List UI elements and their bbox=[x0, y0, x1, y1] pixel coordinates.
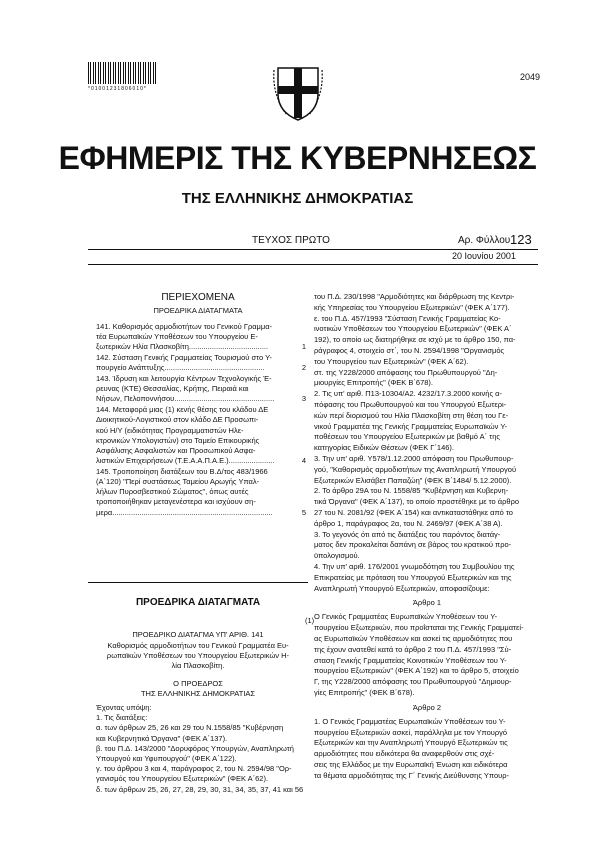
toc-subheading: ΠΡΟΕΔΡΙΚΑ ΔΙΑΤΑΓΜΑΤΑ bbox=[153, 306, 243, 315]
article-heading: Άρθρο 1 bbox=[412, 598, 442, 608]
decree-body-line: 1. Τις διατάξεις: bbox=[96, 713, 148, 723]
right-text-line: πουργείου Εξωτερικών, που προΐσταται της Γενικής Γραμματεί- bbox=[314, 623, 524, 633]
right-text-line: 27 του Ν. 2081/92 (ΦΕΚ Α΄154) και αντικαταστάθηκε από το bbox=[314, 508, 513, 517]
article-heading: Άρθρο 2 bbox=[412, 702, 442, 712]
right-text-line: άρθρο 1, παράγραφος 2α, του Ν. 2469/97 (ΦΕΚ Α΄38 Α). bbox=[314, 518, 503, 528]
toc-item-line: 144. Μεταφορά μιας (1) κενής θέσης του κλάδου ΔΕ bbox=[96, 405, 269, 415]
toc-item-line: 145. Τροποποίηση διατάξεων του Β.Δ/τος 483/1966 bbox=[96, 466, 268, 476]
right-text-line: Επικρατείας με πρόταση του Υπουργού Εξωτερικών και της bbox=[314, 572, 512, 582]
toc-item-line: τέα Ευρωπαϊκών Υποθέσεων του Υπουργείου Ε- bbox=[96, 332, 258, 342]
toc-heading: ΠΕΡΙΕΧΟΜΕΝΑ bbox=[161, 292, 235, 303]
president-line: Ο ΠΡΟΕΔΡΟΣ bbox=[173, 679, 223, 688]
right-text-line: 4. Την υπ' αριθ. 176/2001 γνωμοδότηση του Συμβουλίου της bbox=[314, 562, 515, 571]
right-text-line: στ. της Υ228/2000 απόφασης του Πρωθυπουργού "Δη- bbox=[314, 367, 498, 377]
sheet-label: Αρ. Φύλλου bbox=[458, 235, 511, 246]
right-text-line: Ο Γενικός Γραμματέας Ευρωπαϊκών Υποθέσεων του Υ- bbox=[314, 612, 498, 622]
header-divider bbox=[88, 249, 538, 250]
toc-item-page: 2 bbox=[301, 363, 306, 373]
right-text-line: γού, "Καθορισμός αρμοδιοτήτων της Αναπληρωτή Υπουργού bbox=[314, 464, 517, 474]
toc-item-page: 5 bbox=[301, 507, 306, 517]
right-text-line: 192), το οποίο ως διατηρήθηκε σε ισχύ με το άρθρο 150, πα- bbox=[314, 335, 516, 345]
right-text-line: ποθέσεων του Υπουργείου Εξωτερικών με βαθμό Α΄ της bbox=[314, 432, 500, 442]
decree-body-line: δ. των άρθρων 25, 26, 27, 28, 29, 30, 31, 34, 35, 37, 41 και 56 bbox=[96, 784, 304, 794]
toc-item-line: τροποποιήθηκαν μεταγενέστερα και ισχύουν ση- bbox=[96, 497, 256, 507]
toc-item-line: λήλων Πυροσβεστικού Σώματος", όπως αυτές bbox=[96, 487, 249, 497]
right-text-line: αρμοδιότητες που ειδικότερα θα αναφερθούν στις σχέ- bbox=[314, 749, 495, 759]
toc-item-page: 3 bbox=[301, 394, 306, 404]
right-text-line: Γ, της Υ228/2000 απόφασης του Πρωθυπουργού "Δημιουρ- bbox=[314, 677, 512, 687]
right-text-line: πουργείου Εξωτερικών ασκεί, παράλληλα με τον Υπουργό bbox=[314, 727, 508, 737]
issue-type: ΤΕΥΧΟΣ ΠΡΩΤΟ bbox=[252, 235, 330, 246]
right-text-line: σεις της Ελλάδος με την Ευρωπαϊκή Ένωση και ειδικότερα bbox=[314, 760, 508, 769]
toc-item-line: ξωτερικών Ηλία Πλασκοβίτη...................................... bbox=[96, 342, 269, 352]
right-text-line: νικού Γραμματέα της Γενικής Γραμματείας Ευρωπαϊκών Υ- bbox=[314, 421, 508, 431]
right-text-line: Εξωτερικών Ελισάβετ Παπαζώη" (ΦΕΚ Β΄1484/ 5.12.2000). bbox=[314, 475, 512, 485]
toc-item-line: 142. Σύσταση Γενικής Γραμματείας Τουρισμού στο Υ- bbox=[96, 353, 272, 363]
section-divider bbox=[88, 582, 308, 583]
right-text-line: τα θέματα αρμοδιότητας της Γ΄ Γενικής Διεύθυνσης Υπουρ- bbox=[314, 770, 510, 780]
toc-item-line: ρευνας (ΚΤΕ) Θεσσαλίας, Κρήτης, Πειραιά και bbox=[96, 384, 249, 394]
header-divider-bottom bbox=[88, 264, 538, 265]
toc-item-page: 4 bbox=[301, 456, 306, 466]
right-text-line: 1. Ο Γενικός Γραμματέας Ευρωπαϊκών Υποθέσεων του Υ- bbox=[314, 716, 506, 726]
right-text-line: τικά Όργανα" (ΦΕΚ Α΄137), το οποίο προστέθηκε με το άρθρο bbox=[314, 497, 520, 507]
barcode bbox=[88, 62, 156, 84]
right-text-line: μιουργίες Επιτροπής" (ΦΕΚ Β΄678). bbox=[314, 378, 433, 388]
decree-body-line: γανισμός του Υπουργείου Εξωτερικών" (ΦΕΚ Α΄62). bbox=[96, 774, 269, 784]
right-text-line: γίες Επιτροπής" (ΦΕΚ Β΄678). bbox=[314, 688, 415, 697]
decree-subject-line: Καθορισμός αρμοδιοτήτων του Γενικού Γραμματέα Ευ- bbox=[107, 641, 289, 650]
right-text-line: της έχουν ανατεθεί κατά το άρθρο 2 του Π.Δ. 457/1993 "Σύ- bbox=[314, 644, 512, 654]
toc-item-line: 143. Ίδρυση και λειτουργία Κέντρων Τεχνολογικής Έ- bbox=[96, 374, 272, 383]
toc-item-line: Ασφάλισης Ασφαλιστών και Προσωπικού Ασφα- bbox=[96, 445, 256, 455]
right-text-line: 3. Την υπ' αριθ. Υ578/1.12.2000 απόφαση του Πρωθυπουρ- bbox=[314, 454, 514, 463]
right-text-line: ας Ευρωπαϊκών Υποθέσεων και ασκεί τις αρμοδιότητες που bbox=[314, 634, 513, 643]
toc-item-line: Διοικητικού-Λογιστικού στον κλάδο ΔΕ Προσωπι- bbox=[96, 415, 259, 425]
right-text-line: κής Υπηρεσίας του Υπουργείου Εξωτερικών" (ΦΕΚ Α΄177). bbox=[314, 302, 510, 312]
decree-body-line: γ. του άρθρου 3 και 4, παράγραφος 2, του Ν. 2594/98 "Ορ- bbox=[96, 764, 292, 774]
section-heading: ΠΡΟΕΔΡΙΚΑ ΔΙΑΤΑΓΜΑΤΑ bbox=[135, 597, 261, 608]
toc-item-page: 1 bbox=[301, 342, 306, 352]
coat-of-arms-emblem bbox=[272, 64, 324, 122]
toc-item-line: κτρονικών Υπολογιστών) στο Ταμείο Επικουρικής bbox=[96, 435, 260, 445]
right-text-line: του Υπουργείου των Εξωτερικών" (ΦΕΚ Α΄62). bbox=[314, 356, 469, 366]
right-text-line: Αναπληρωτή Υπουργού Εξωτερικών, αποφασίζουμε: bbox=[314, 583, 490, 593]
right-text-line: πουργείου Εξωτερικών" (ΦΕΚ Α΄192) και το άρθρο 5, στοιχείο bbox=[314, 666, 519, 676]
president-line: ΤΗΣ ΕΛΛΗΝΙΚΗΣ ΔΗΜΟΚΡΑΤΙΑΣ bbox=[140, 689, 256, 698]
right-text-line: κατηγορίας Ειδικών Θέσεων (ΦΕΚ Γ΄146). bbox=[314, 443, 455, 453]
toc-item-line: (Α΄120) "Περί συστάσεως Ταμείου Αρωγής Υπαλ- bbox=[96, 477, 260, 486]
right-text-line: 2. Το άρθρο 29Α του Ν. 1558/85 "Κυβέρνηση και Κυβερνη- bbox=[314, 486, 509, 496]
toc-item-line: πουργείο Ανάπτυξης................................................ bbox=[96, 363, 265, 373]
toc-item-line: κού Η/Υ (ειδικότητας Προγραμματιστών Ηλε- bbox=[96, 425, 244, 435]
gazette-subtitle: ΤΗΣ ΕΛΛΗΝΙΚΗΣ ΔΗΜΟΚΡΑΤΙΑΣ bbox=[181, 190, 414, 207]
right-text-line: Εξωτερικών και την Αναπληρωτή Υπουργό Εξωτερικών τις bbox=[314, 738, 508, 748]
decree-body-line: Έχοντας υπόψη: bbox=[96, 703, 152, 712]
right-text-line: κών περί διορισμού του Ηλία Πλασκοβίτη στη θέση του Γε- bbox=[314, 410, 509, 420]
decree-subject-line: ρωπαϊκών Υποθέσεων του Υπουργείου Εξωτερικών Η- bbox=[106, 651, 290, 660]
toc-item-line: 141. Καθορισμός αρμοδιοτήτων του Γενικού Γραμμα- bbox=[96, 322, 273, 331]
gazette-title: ΕΦΗΜΕΡΙΣ ΤΗΣ ΚΥΒΕΡΝΗΣΕΩΣ bbox=[58, 140, 537, 176]
right-text-line: 3. Το γεγονός ότι από τις διατάξεις του παρόντος διατάγ- bbox=[314, 529, 501, 539]
sheet-number: 123 bbox=[510, 232, 532, 247]
right-text-line: ϋπολογισμού. bbox=[314, 551, 360, 561]
issue-date: 20 Ιουνίου 2001 bbox=[452, 251, 516, 261]
toc-item-line: Νήσων, Πελοποννήσου................................................ bbox=[96, 394, 275, 404]
right-text-line: ράγραφος 4, στοιχείο στ΄, του Ν. 2594/1998 "Οργανισμός bbox=[314, 346, 505, 355]
decree-body-line: και Κυβερνητικά Όργανα" (ΦΕΚ Α΄137). bbox=[96, 733, 228, 743]
decree-subject-line: λία Πλασκοβίτη. bbox=[171, 661, 225, 670]
right-text-line: σταση Γενικής Γραμματείας Κοινοτικών Υποθέσεων του Υ- bbox=[314, 655, 507, 665]
decree-body-line: β. του Π.Δ. 143/2000 "Δορυφόρος Υπουργών, Αναπληρωτή bbox=[96, 743, 294, 753]
right-text-line: ε. του Π.Δ. 457/1993 "Σύσταση Γενικής Γραμματείας Κο- bbox=[314, 313, 501, 323]
footnote-mark: (1) bbox=[305, 616, 315, 625]
page-number: 2049 bbox=[520, 72, 541, 82]
decree-body-line: α. των άρθρων 25, 26 και 29 του Ν.1558/85 "Κυβέρνηση bbox=[96, 723, 284, 733]
right-text-line: του Π.Δ. 230/1998 "Αρμοδιότητες και διάρθρωση της Κεντρι- bbox=[314, 292, 515, 301]
barcode-number: *01001231806010* bbox=[88, 86, 147, 92]
toc-item-line: μερα............................................................................. bbox=[96, 507, 273, 517]
right-text-line: πόφασης του Πρωθυπουργού και του Υπουργού Εξωτερι- bbox=[314, 400, 507, 409]
decree-number: ΠΡΟΕΔΡΙΚΟ ΔΙΑΤΑΓΜΑ ΥΠ' ΑΡΙΘ. 141 bbox=[132, 630, 264, 639]
decree-body-line: Υπουργού και Υφυπουργού" (ΦΕΚ Α΄122). bbox=[96, 754, 237, 763]
right-text-line: ινοτικών Υποθέσεων του Υπουργείου Εξωτερικών" (ΦΕΚ Α΄ bbox=[314, 324, 512, 334]
right-text-line: 2. Τις υπ' αριθ. Π13-10304/Α2. 4232/17.3.2000 κοινής α- bbox=[314, 389, 502, 399]
right-text-line: ματος δεν προκαλείται δαπάνη σε βάρος του κρατικού προ- bbox=[314, 540, 512, 550]
toc-item-line: λιστικών Επιχειρήσεων (Τ.Ε.Α.Α.Π.Α.Ε.)...................... bbox=[96, 456, 275, 466]
